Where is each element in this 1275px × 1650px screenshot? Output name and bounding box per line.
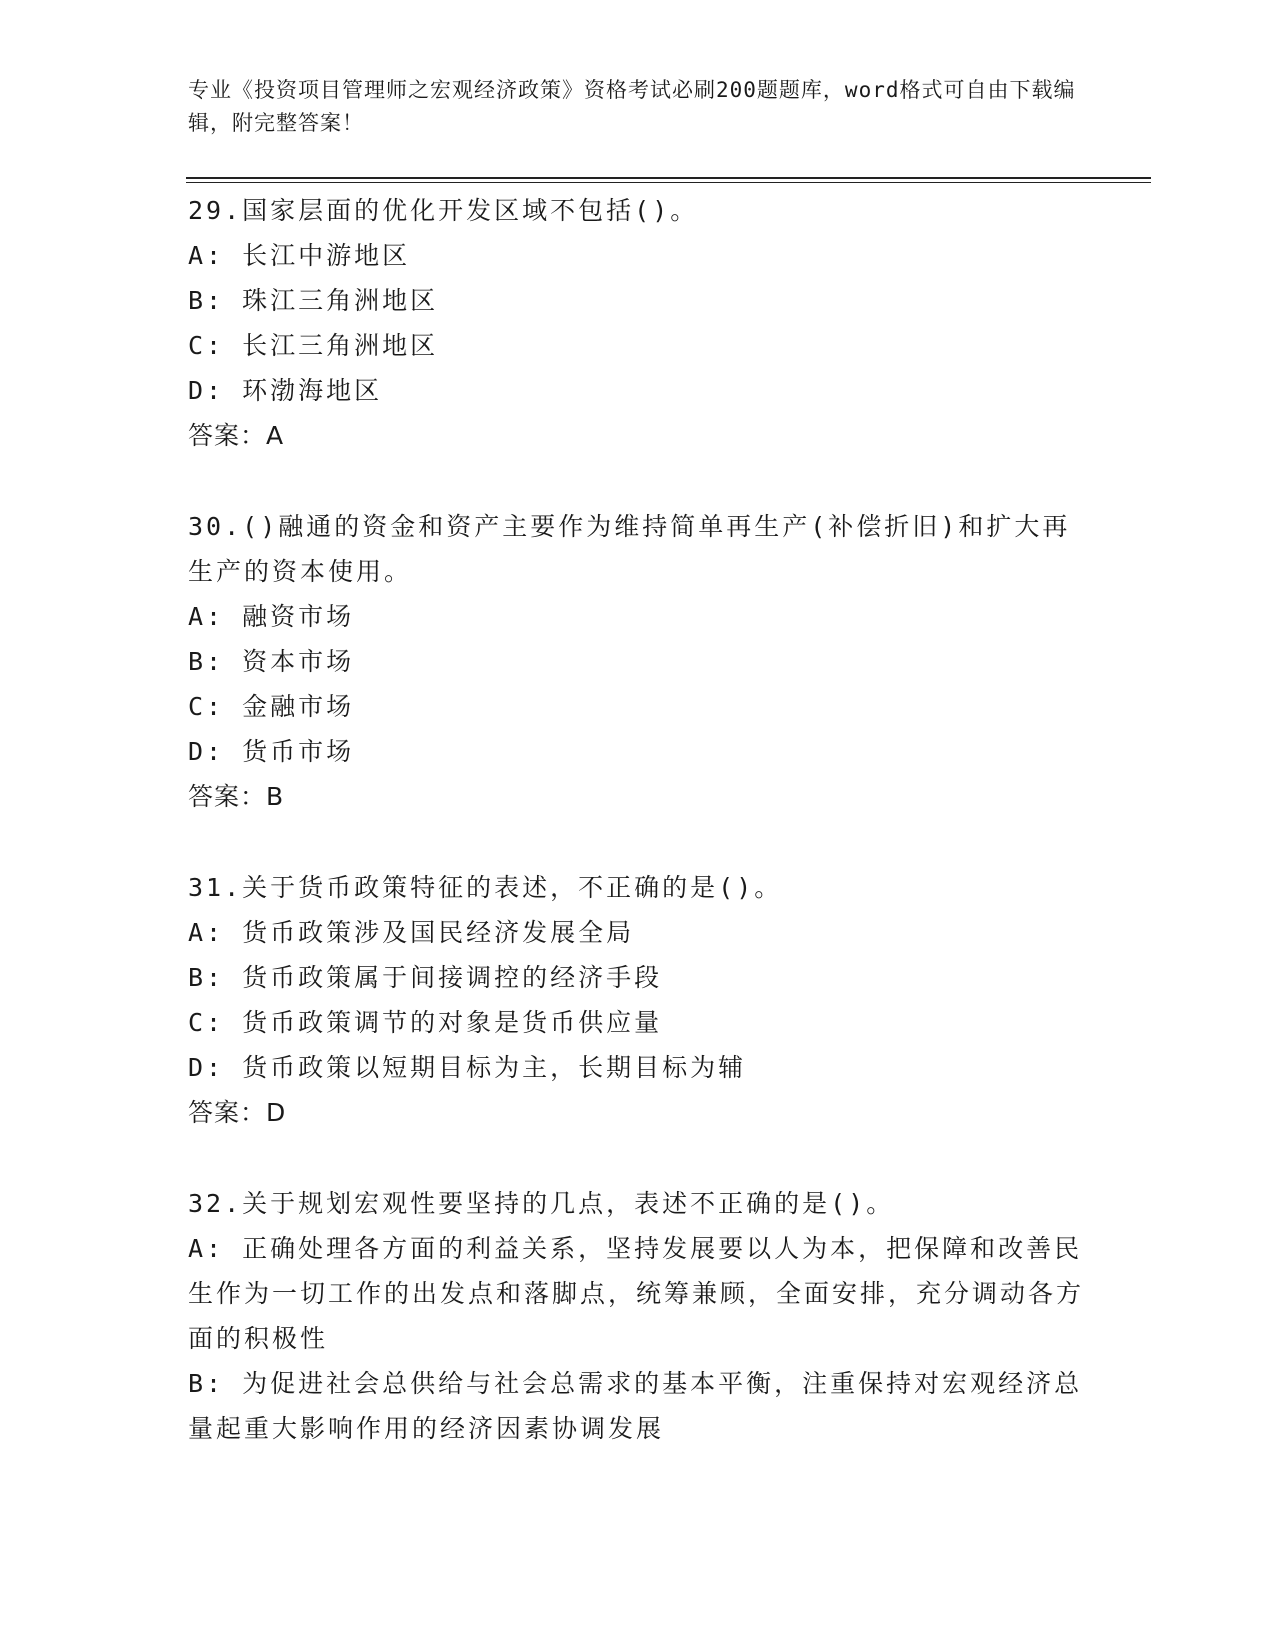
option-c: C: 长江三角洲地区 — [188, 331, 439, 360]
question-stem: 30.()融通的资金和资产主要作为维持简单再生产(补偿折旧)和扩大再生产的资本使用。 — [188, 512, 1071, 586]
header-divider-thin — [186, 182, 1151, 183]
option-a: A: 长江中游地区 — [188, 241, 411, 270]
header-divider-thick — [186, 177, 1151, 179]
option-a: A: 融资市场 — [188, 602, 355, 631]
option-b: B: 为促进社会总供给与社会总需求的基本平衡，注重保持对宏观经济总量起重大影响作用的经济因素协调发展 — [188, 1369, 1083, 1443]
question-list — [188, 188, 1088, 1497]
option-b: B: 珠江三角洲地区 — [188, 286, 439, 315]
option-b: B: 资本市场 — [188, 647, 355, 676]
option-c: C: 货币政策调节的对象是货币供应量 — [188, 1008, 663, 1037]
option-b: B: 货币政策属于间接调控的经济手段 — [188, 963, 663, 992]
answer-label: 答案：D — [188, 1098, 287, 1127]
option-d: D: 环渤海地区 — [188, 376, 383, 405]
option-c: C: 金融市场 — [188, 692, 355, 721]
question-31 — [188, 865, 1088, 1135]
option-a: A: 货币政策涉及国民经济发展全局 — [188, 918, 635, 947]
document-header — [188, 74, 1088, 140]
question-stem: 32.关于规划宏观性要坚持的几点，表述不正确的是()。 — [188, 1189, 895, 1218]
answer-label: 答案：A — [188, 421, 285, 450]
question-stem: 31.关于货币政策特征的表述，不正确的是()。 — [188, 873, 783, 902]
answer-label: 答案：B — [188, 782, 285, 811]
option-a: A: 正确处理各方面的利益关系，坚持发展要以人为本，把保障和改善民生作为一切工作的出发点和落脚点，统筹兼顾，全面安排，充分调动各方面的积极性 — [188, 1234, 1085, 1353]
option-d: D: 货币政策以短期目标为主，长期目标为辅 — [188, 1053, 747, 1082]
question-stem: 29.国家层面的优化开发区域不包括()。 — [188, 196, 699, 225]
question-30 — [188, 504, 1088, 819]
question-32 — [188, 1181, 1088, 1451]
question-29 — [188, 188, 1088, 458]
option-d: D: 货币市场 — [188, 737, 355, 766]
header-text: 专业《投资项目管理师之宏观经济政策》资格考试必刷200题题库，word格式可自由下载编辑，附完整答案！ — [188, 78, 1076, 135]
